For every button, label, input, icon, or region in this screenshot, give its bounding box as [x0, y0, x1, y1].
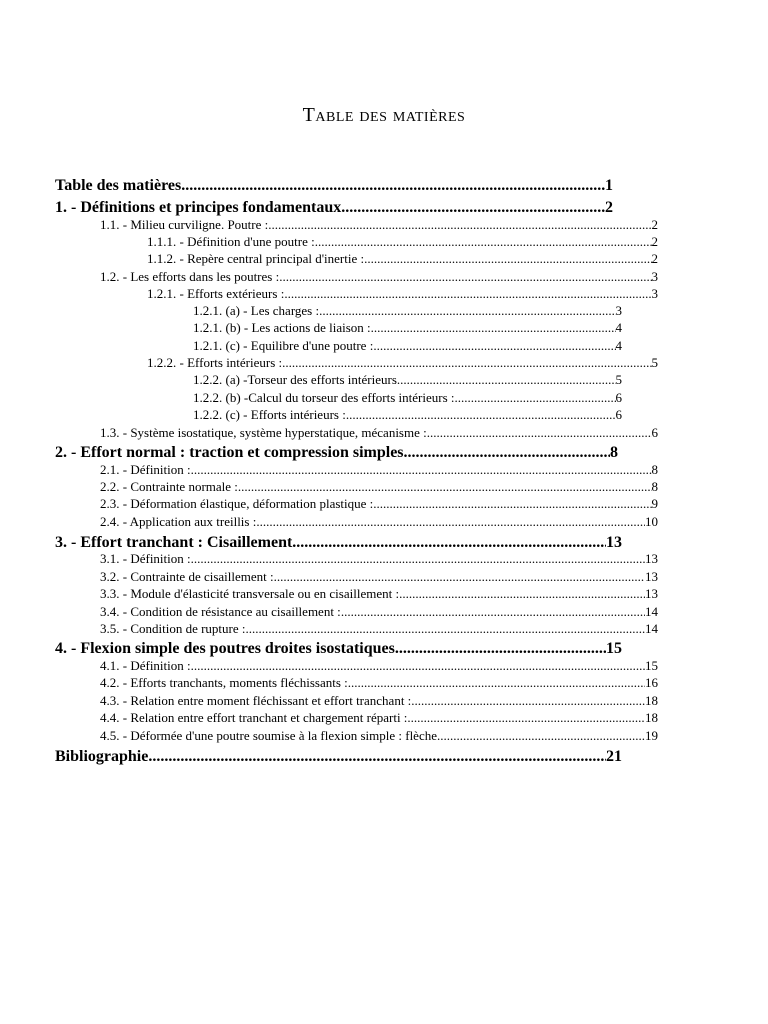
toc-entry[interactable]	[147, 250, 658, 267]
toc-entry-page: 3	[615, 303, 622, 318]
toc-leader-dots	[181, 176, 605, 195]
toc-entry-title: 2.1. - Définition :	[100, 462, 191, 477]
toc-leader-dots	[315, 233, 652, 250]
toc-leader-dots	[373, 495, 651, 512]
toc-entry-title: 3.1. - Définition :	[100, 551, 191, 566]
toc-entry-title: 2.4. - Application aux treillis :	[100, 514, 257, 529]
toc-entry[interactable]	[193, 389, 622, 406]
toc-leader-dots	[256, 513, 645, 530]
toc-entry-page: 13	[645, 586, 658, 601]
toc-entry-title: 3. - Effort tranchant : Cisaillement	[55, 534, 293, 551]
toc-entry[interactable]	[100, 709, 658, 726]
toc-leader-dots	[191, 461, 652, 478]
toc-entry[interactable]	[100, 568, 658, 585]
toc-entry[interactable]	[55, 747, 622, 766]
toc-entry[interactable]	[147, 233, 658, 250]
toc-entry-page: 15	[606, 640, 622, 657]
toc-entry-page: 14	[645, 621, 658, 636]
toc-entry[interactable]	[100, 550, 658, 567]
toc-entry-title: 2.3. - Déformation élastique, déformation plastique :	[100, 496, 374, 511]
toc-entry-page: 6	[615, 407, 622, 422]
toc-entry-page: 3	[651, 269, 658, 284]
toc-entry[interactable]	[100, 478, 658, 495]
toc-entry-title: 1.2.2. - Efforts intérieurs :	[147, 355, 283, 370]
toc-entry-page: 8	[651, 479, 658, 494]
toc-entry-title: 1.2.1. (b) - Les actions de liaison :	[193, 320, 371, 335]
toc-leader-dots	[341, 198, 605, 217]
toc-entry-page: 2	[651, 217, 658, 232]
toc-entry[interactable]	[55, 198, 613, 217]
toc-leader-dots	[348, 674, 645, 691]
toc-entry-page: 21	[606, 748, 622, 765]
toc-entry-title: 4.5. - Déformée d'une poutre soumise à la flexion simple : flèche	[100, 728, 437, 743]
toc-entry-page: 18	[645, 693, 658, 708]
toc-entry[interactable]	[193, 337, 622, 354]
toc-entry[interactable]	[100, 513, 658, 530]
toc-leader-dots	[407, 709, 645, 726]
toc-entry[interactable]	[55, 176, 613, 195]
toc-leader-dots	[346, 406, 616, 423]
toc-entry-page: 5	[615, 372, 622, 387]
toc-entry-page: 18	[645, 710, 658, 725]
toc-entry-title: 1.1.1. - Définition d'une poutre :	[147, 234, 315, 249]
toc-entry-page: 1	[605, 177, 613, 194]
toc-entry[interactable]	[100, 620, 658, 637]
toc-entry-title: 2. - Effort normal : traction et compression simples	[55, 444, 404, 461]
toc-leader-dots	[397, 371, 616, 388]
toc-entry-title: 4.4. - Relation entre effort tranchant et chargement réparti :	[100, 710, 408, 725]
toc-entry-page: 8	[651, 462, 658, 477]
toc-leader-dots	[364, 250, 651, 267]
toc-entry[interactable]	[147, 354, 658, 371]
toc-entry[interactable]	[100, 603, 658, 620]
toc-entry-title: 4.1. - Définition :	[100, 658, 191, 673]
toc-entry[interactable]	[193, 406, 622, 423]
toc-leader-dots	[284, 285, 651, 302]
toc-entry-page: 19	[645, 728, 658, 743]
toc-entry[interactable]	[100, 727, 658, 744]
toc-entry[interactable]	[100, 585, 658, 602]
toc-leader-dots	[437, 727, 645, 744]
toc-entry-page: 4	[615, 338, 622, 353]
toc-leader-dots	[404, 443, 610, 462]
toc-entry-page: 2	[651, 234, 658, 249]
toc-entry-title: 1.1. - Milieu curviligne. Poutre :	[100, 217, 269, 232]
toc-entry-title: 3.5. - Condition de rupture :	[100, 621, 246, 636]
toc-entry-page: 13	[606, 534, 622, 551]
toc-entry-title: 1.2.1. (a) - Les charges :	[193, 303, 320, 318]
toc-entry[interactable]	[193, 319, 622, 336]
toc-entry-title: Table des matières	[55, 177, 182, 194]
toc-leader-dots	[427, 424, 652, 441]
toc-entry-title: 2.2. - Contrainte normale :	[100, 479, 238, 494]
toc-entry-title: 4. - Flexion simple des poutres droites isostatiques	[55, 640, 395, 657]
toc-entry-title: 1.2.1. (c) - Equilibre d'une poutre :	[193, 338, 374, 353]
toc-entry-title: 1. - Définitions et principes fondamentaux	[55, 199, 342, 216]
toc-leader-dots	[282, 354, 651, 371]
toc-entry-title: 1.2. - Les efforts dans les poutres :	[100, 269, 280, 284]
toc-entry-page: 2	[605, 199, 613, 216]
toc-entry-page: 3	[651, 286, 658, 301]
toc-leader-dots	[373, 337, 615, 354]
toc-entry-page: 6	[615, 390, 622, 405]
toc-entry-title: 1.2.2. (b) -Calcul du torseur des efforts intérieurs :	[193, 390, 455, 405]
toc-leader-dots	[274, 568, 645, 585]
toc-leader-dots	[238, 478, 652, 495]
toc-entry[interactable]	[100, 495, 658, 512]
toc-leader-dots	[246, 620, 645, 637]
toc-leader-dots	[319, 302, 615, 319]
toc-entry-title: 1.2.2. (a) -Torseur des efforts intérieurs	[193, 372, 397, 387]
toc-entry-page: 9	[651, 496, 658, 511]
toc-entry-page: 4	[615, 320, 622, 335]
toc-entry-title: 3.3. - Module d'élasticité transversale ou en cisaillement :	[100, 586, 400, 601]
toc-leader-dots	[279, 268, 651, 285]
toc-leader-dots	[411, 692, 645, 709]
toc-entry[interactable]	[147, 285, 658, 302]
toc-leader-dots	[371, 319, 616, 336]
toc-entry-page: 13	[645, 551, 658, 566]
toc-entry[interactable]	[55, 443, 618, 462]
toc-entry-page: 6	[651, 425, 658, 440]
toc-entry-page: 8	[610, 444, 618, 461]
toc-entry-title: 1.2.1. - Efforts extérieurs :	[147, 286, 285, 301]
toc-entry[interactable]	[100, 692, 658, 709]
toc-entry-page: 2	[651, 251, 658, 266]
toc-leader-dots	[341, 603, 645, 620]
toc-entry-title: 1.3. - Système isostatique, système hyperstatique, mécanisme :	[100, 425, 427, 440]
toc-entry-page: 10	[645, 514, 658, 529]
toc-entry-page: 13	[645, 569, 658, 584]
toc-entry-page: 15	[645, 658, 658, 673]
toc-entry[interactable]	[100, 674, 658, 691]
toc-leader-dots	[191, 657, 645, 674]
toc-leader-dots	[148, 747, 606, 766]
toc-entry[interactable]	[100, 268, 658, 285]
toc-entry[interactable]	[100, 657, 658, 674]
toc-entry-page: 16	[645, 675, 658, 690]
document-title: Table des matières	[302, 104, 466, 126]
toc-leader-dots	[268, 216, 651, 233]
toc-entry-title: 1.1.2. - Repère central principal d'inertie :	[147, 251, 365, 266]
toc-entry[interactable]	[193, 371, 622, 388]
toc-entry[interactable]	[193, 302, 622, 319]
toc-entry-title: 3.4. - Condition de résistance au cisaillement :	[100, 604, 341, 619]
toc-leader-dots	[395, 639, 606, 658]
toc-entry-page: 5	[651, 355, 658, 370]
toc-entry-title: 4.2. - Efforts tranchants, moments fléchissants :	[100, 675, 348, 690]
toc-entry-title: 3.2. - Contrainte de cisaillement :	[100, 569, 274, 584]
toc-leader-dots	[399, 585, 645, 602]
toc-entry[interactable]	[100, 461, 658, 478]
toc-entry-title: 1.2.2. (c) - Efforts intérieurs :	[193, 407, 346, 422]
toc-entry-title: 4.3. - Relation entre moment fléchissant et effort tranchant :	[100, 693, 412, 708]
toc-leader-dots	[455, 389, 616, 406]
toc-leader-dots	[191, 550, 645, 567]
toc-entry-page: 14	[645, 604, 658, 619]
toc-entry[interactable]	[100, 424, 658, 441]
toc-entry-title: Bibliographie	[55, 748, 149, 765]
toc-entry[interactable]	[100, 216, 658, 233]
toc-entry[interactable]	[55, 639, 622, 658]
